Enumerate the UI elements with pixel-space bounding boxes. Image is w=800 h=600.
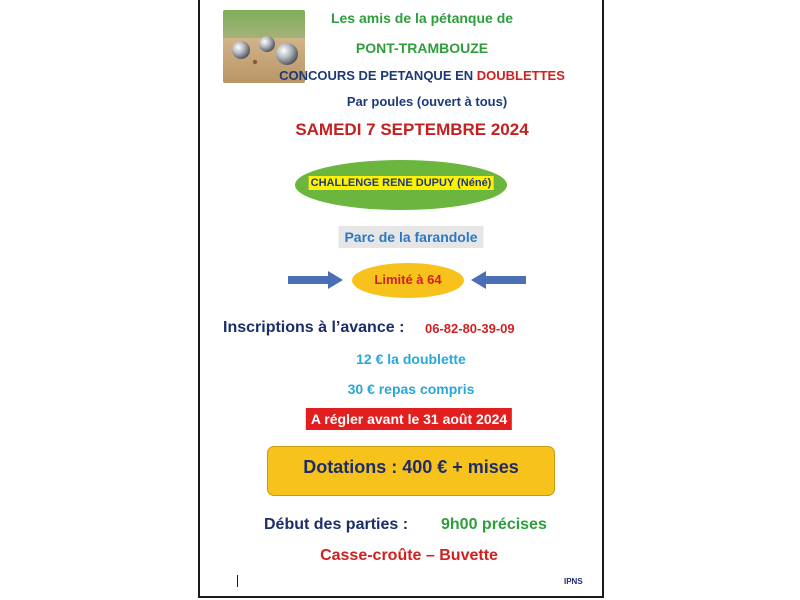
registration-phone: 06-82-80-39-09 [425, 321, 515, 336]
registration-label: Inscriptions à l’avance : [223, 319, 405, 336]
participant-limit: Limité à 64 [374, 272, 442, 287]
start-time: 9h00 précises [441, 516, 547, 533]
contest-title-prefix: CONCOURS DE PETANQUE EN [279, 68, 477, 83]
event-poster [198, 0, 604, 598]
contest-title [279, 68, 565, 83]
payment-deadline: A régler avant le 31 août 2024 [306, 408, 512, 430]
challenge-name: CHALLENGE RENE DUPUY (Néné) [310, 177, 492, 189]
club-name: Les amis de la pétanque de [330, 10, 514, 26]
food-drinks: Casse-croûte – Buvette [320, 547, 498, 564]
contest-format: Par poules (ouvert à tous) [346, 94, 508, 109]
event-date: SAMEDI 7 SEPTEMBRE 2024 [295, 120, 529, 139]
arrow-right-icon [288, 270, 344, 290]
ipns-tag: IPNS [564, 577, 583, 586]
start-label: Début des parties : [264, 516, 409, 533]
arrow-left-icon [470, 270, 526, 290]
town-name: PONT-TRAMBOUZE [355, 40, 489, 56]
venue-name: Parc de la farandole [338, 226, 483, 248]
contest-format-highlight: DOUBLETTES [476, 68, 565, 83]
prize-text: Dotations : 400 € + mises [303, 457, 519, 477]
price-meal: 30 € repas compris [347, 381, 475, 397]
text-cursor-mark [237, 575, 238, 587]
price-team: 12 € la doublette [356, 351, 466, 367]
